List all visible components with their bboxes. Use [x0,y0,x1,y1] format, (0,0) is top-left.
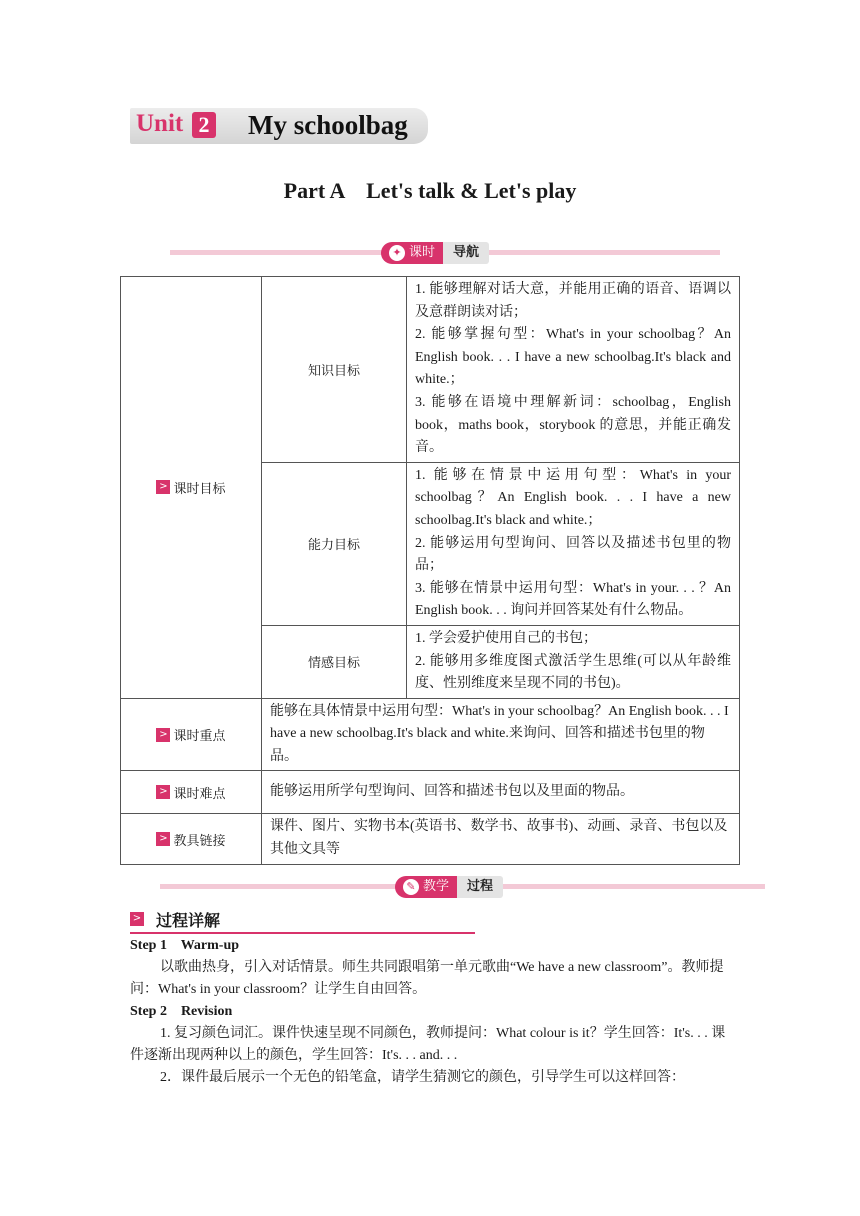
ability-line-3: 3. 能够在情景中运用句型：What's in your. . . ？An English book. . . 询问并回答某处有什么物品。 [415,580,731,619]
step1-text: 以歌曲热身，引入对话情景。师生共同跟唱第一单元歌曲“We have a new classroom”。教师提问：What's in your classroom？让学生自由回答。 [130,960,724,997]
table-row [121,277,740,463]
arrow-icon: > [156,785,170,799]
arrow-icon: > [156,728,170,742]
tools-text: 课件、图片、实物书本(英语书、数学书、故事书)、动画、录音、书包以及其他文具等 [262,814,740,864]
unit-title: My schoolbag [248,110,408,140]
knowledge-line-2: 2. 能够掌握句型：What's in your schoolbag？An English book. . . I have a new schoolbag.It's black and white.； [415,327,731,388]
section-badge-pink-label: 课时 [409,245,436,260]
tools-label-cell [121,814,262,864]
section-badge-pink [381,242,443,264]
unit-label: Unit [136,110,184,137]
table-row [121,771,740,814]
ability-line-2: 2. 能够运用句型询问、回答以及描述书包里的物品； [415,535,731,574]
knowledge-line-3: 3. 能够在语境中理解新词：schoolbag，English book，maths book，storybook 的意思，并能正确发音。 [415,394,731,456]
ability-label: 能力目标 [262,462,407,625]
pencil-icon: ✎ [403,879,419,895]
arrow-icon: > [156,480,170,494]
ability-line-1: 1. 能够在情景中运用句型：What's in your schoolbag？An English book. . . I have a new schoolbag.It's black and white.； [415,467,731,528]
process-body [130,935,735,1089]
emotion-line-2: 2. 能够用多维度图式激活学生思维(可以从年龄维度、性别维度来呈现不同的书包)。 [415,653,731,692]
section-badge-gray-label: 过程 [457,876,503,898]
emotion-text [407,625,740,698]
knowledge-label: 知识目标 [262,277,407,463]
step2-paragraph-1: 1. 复习颜色词汇。课件快速呈现不同颜色，教师提问：What colour is it？学生回答：It's. . . 课件逐渐出现两种以上的颜色，学生回答：It's. . . and. . . [130,1026,726,1063]
emotion-label: 情感目标 [262,625,407,698]
goals-label-cell [121,277,262,699]
section-badge-pink [395,876,457,898]
difficulty-label: 课时难点 [173,786,226,802]
section-banner-teaching-process [395,876,503,898]
step2-title: Step 2 Revision [130,1004,233,1019]
difficulty-text: 能够运用所学句型询问、回答和描述书包以及里面的物品。 [262,771,740,814]
lesson-goals-table [120,276,740,865]
key-text: 能够在具体情景中运用句型：What's in your schoolbag？An English book. . . I have a new schoolbag.It's black and white.来询问、回答和描述书包里的物品。 [262,698,740,771]
difficulty-label-cell [121,771,262,814]
knowledge-line-1: 1. 能够理解对话大意，并能用正确的语音、语调以及意群朗读对话； [415,282,731,320]
section-badge-pink-label: 教学 [423,879,450,894]
step2-paragraph-2: 2．课件最后展示一个无色的铅笔盒，请学生猜测它的颜色，引导学生可以这样回答： [160,1070,685,1085]
process-detail-header [130,908,475,934]
section-banner-lesson-guide [381,242,489,264]
table-row [121,814,740,864]
process-detail-title: 过程详解 [156,911,221,930]
part-title: Part A Let's talk & Let's play [283,178,577,203]
unit-banner [130,108,428,144]
arrow-icon: > [156,832,170,846]
knowledge-text [407,277,740,463]
arrow-icon: > [130,912,144,926]
key-label-cell [121,698,262,771]
ability-text [407,462,740,625]
section-badge-gray-label: 导航 [443,242,489,264]
table-row [121,698,740,771]
tools-label: 教具链接 [173,833,226,849]
compass-icon: ✦ [389,245,405,261]
unit-number: 2 [192,112,216,138]
emotion-line-1: 1. 学会爱护使用自己的书包； [415,630,597,646]
key-label: 课时重点 [173,729,226,745]
step1-title: Step 1 Warm-up [130,938,240,953]
goals-label: 课时目标 [173,481,226,497]
